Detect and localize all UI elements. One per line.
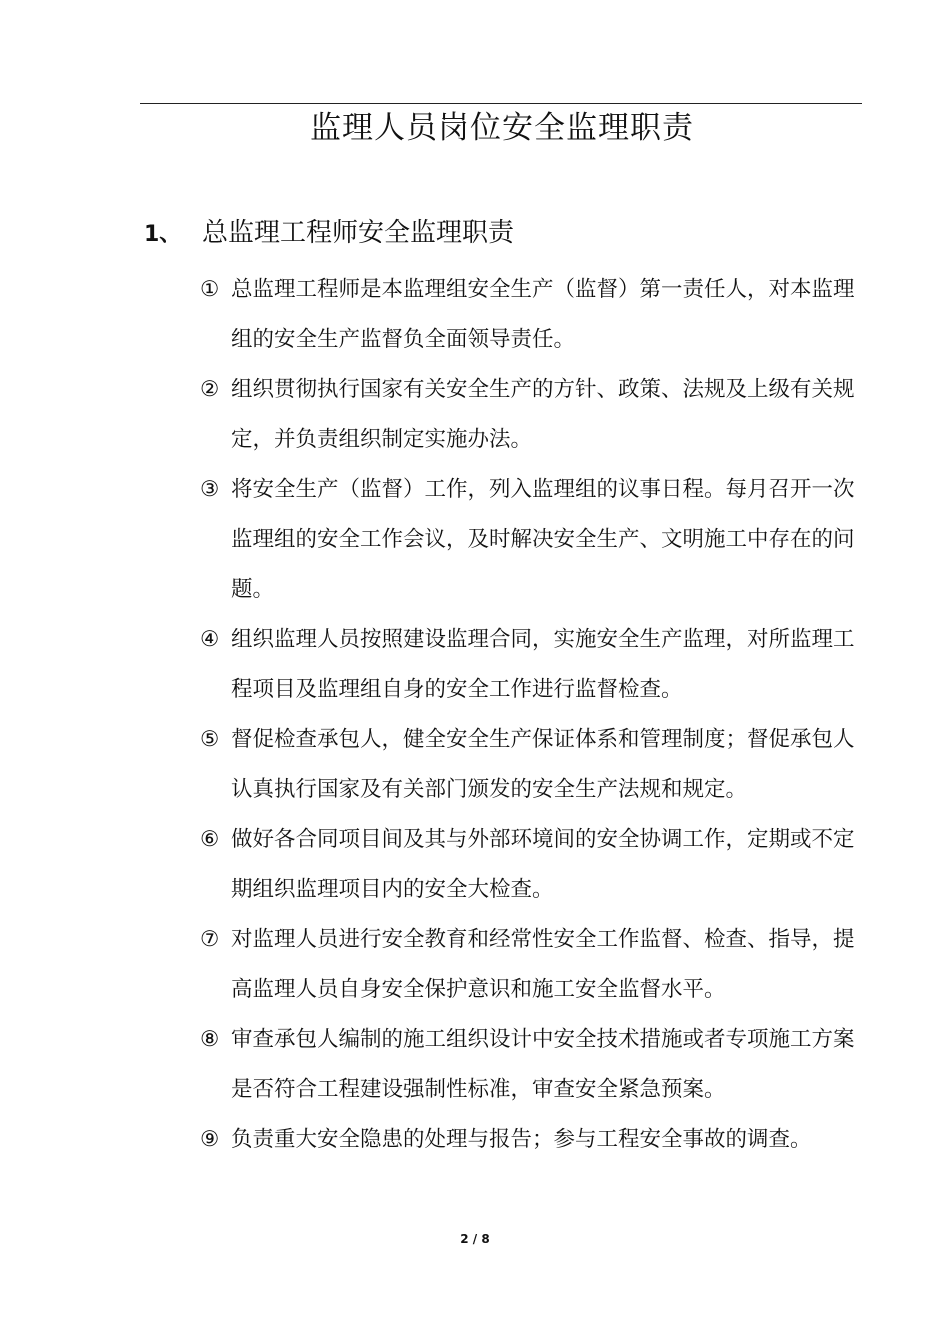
list-item [200,465,900,615]
item-text: 将安全生产（监督）工作，列入监理组的议事日程。每月召开一次监理组的安全工作会议，及时解决安全生产、文明施工中存在的问题。 [231,477,855,602]
item-marker: ⑤ [200,727,220,752]
item-marker: ② [200,377,220,402]
section-number: 1、 [144,222,182,247]
item-text: 审查承包人编制的施工组织设计中安全技术措施或者专项施工方案是否符合工程建设强制性标准，审查安全紧急预案。 [231,1027,855,1102]
list-item [200,265,900,365]
item-marker: ⑥ [200,827,220,852]
item-marker: ④ [200,627,220,652]
item-marker: ⑦ [200,927,220,952]
section-title: 总监理工程师安全监理职责 [202,218,515,248]
item-text: 总监理工程师是本监理组安全生产（监督）第一责任人，对本监理组的安全生产监督负全面领导责任。 [231,277,855,352]
list-item [200,1015,900,1115]
item-text: 督促检查承包人，健全安全生产保证体系和管理制度；督促承包人认真执行国家及有关部门颁发的安全生产法规和规定。 [231,727,855,802]
list-item [200,915,900,1015]
list-item [200,715,900,815]
item-text: 组织贯彻执行国家有关安全生产的方针、政策、法规及上级有关规定，并负责组织制定实施办法。 [231,377,855,452]
item-marker: ⑧ [200,1027,220,1052]
item-text: 组织监理人员按照建设监理合同，实施安全生产监理，对所监理工程项目及监理组自身的安全工作进行监督检查。 [231,627,855,702]
duty-list [200,265,900,1165]
item-text: 做好各合同项目间及其与外部环境间的安全协调工作，定期或不定期组织监理项目内的安全大检查。 [231,827,855,902]
page-number: 2 / 8 [460,1232,490,1246]
list-item [200,615,900,715]
item-marker: ⑨ [200,1127,220,1152]
document-title: 监理人员岗位安全监理职责 [310,110,694,146]
section-heading [144,212,514,249]
item-marker: ③ [200,477,220,502]
item-marker: ① [200,277,220,302]
item-text: 负责重大安全隐患的处理与报告；参与工程安全事故的调查。 [231,1127,812,1152]
list-item [200,1115,900,1165]
list-item [200,815,900,915]
list-item [200,365,900,465]
item-text: 对监理人员进行安全教育和经常性安全工作监督、检查、指导，提高监理人员自身安全保护意识和施工安全监督水平。 [231,927,855,1002]
